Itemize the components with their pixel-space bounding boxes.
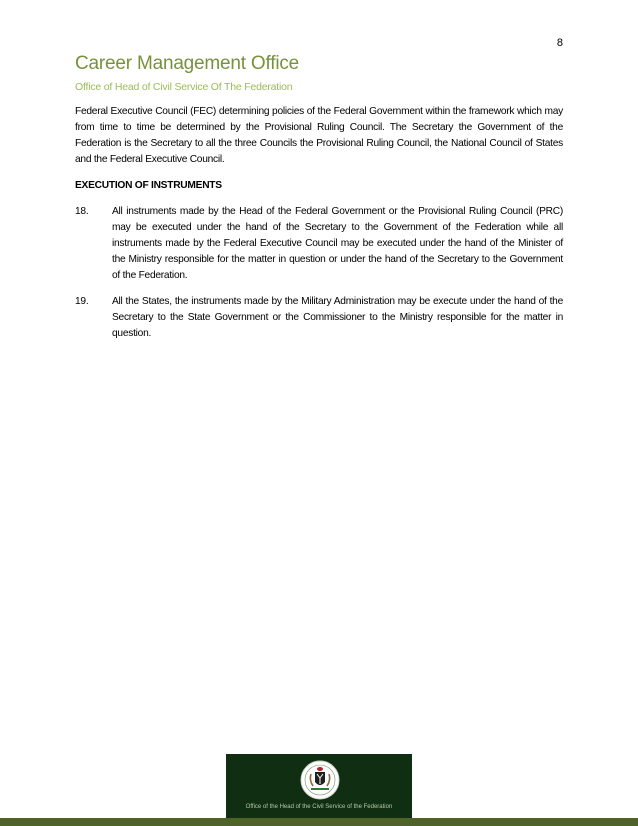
page-title: Career Management Office	[75, 53, 300, 74]
intro-paragraph: Federal Executive Council (FEC) determining policies of the Federal Government within the framework which may from time to time be determined by the Provisional Ruling Council. The Secretary the Government of the Federation is the Secretary to all the three Councils the Provisional Ruling Council, the National Council of States and the Federal Executive Council.	[75, 106, 563, 165]
item-number: 18.	[75, 206, 89, 217]
coat-of-arms-icon	[300, 760, 340, 800]
item-text: All instruments made by the Head of the Federal Government or the Provisional Ruling Council (PRC) may be executed under the hand of the Secretary to the Government of the Federation while all instruments made by the Federal Executive Council may be executed under the hand of the Minister of the Ministry responsible for the matter in question or under the hand of the Secretary to the Government of the Federation.	[112, 206, 563, 281]
footer-text: Office of the Head of the Civil Service of the Federation	[245, 804, 393, 810]
item-number: 19.	[75, 296, 89, 307]
document-body	[75, 104, 563, 342]
page-number: 8	[556, 37, 563, 49]
item-text: All the States, the instruments made by the Military Administration may be execute under the hand of the Secretary to the State Government or the Commissioner to the Ministry responsible for the matter in question.	[112, 296, 563, 339]
page-subtitle: Office of Head of Civil Service Of The Federation	[75, 81, 293, 93]
list-item	[75, 204, 563, 284]
section-heading: EXECUTION OF INSTRUMENTS	[75, 180, 222, 191]
footer-logo-box	[226, 754, 412, 820]
list-item	[75, 294, 563, 342]
footer-bar	[0, 818, 638, 826]
